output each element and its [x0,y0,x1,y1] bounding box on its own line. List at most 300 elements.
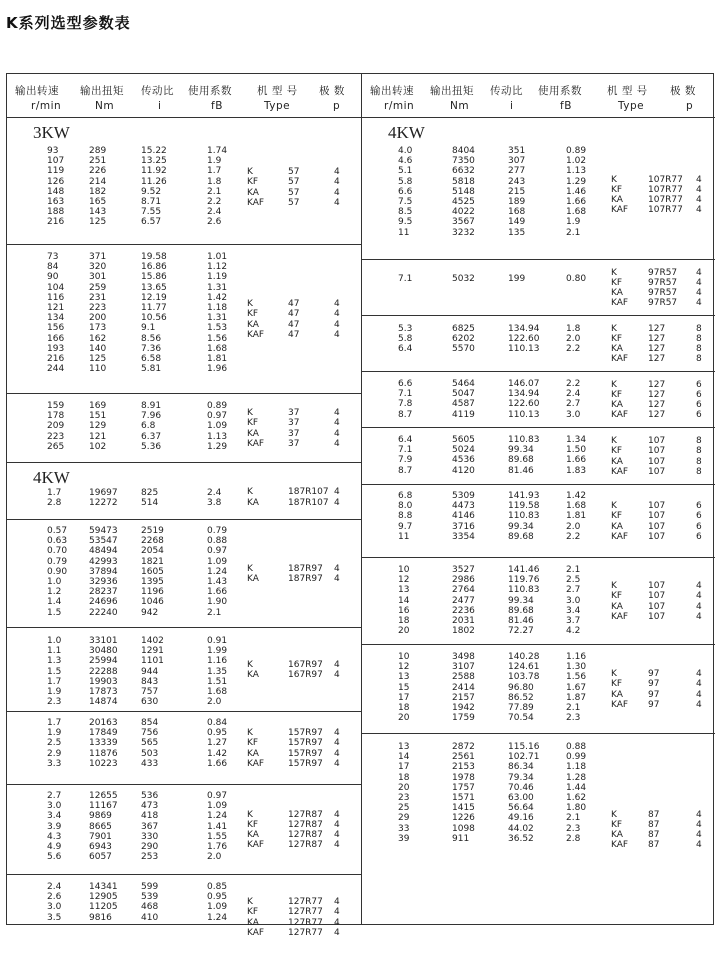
ratio-cell: 514 [141,498,159,509]
factor-cell: 0.97 [207,791,228,801]
ratio-cell: 119.58 [508,501,540,512]
table-row [362,703,715,713]
torque-cell: 28237 [89,587,118,598]
factor-cell: 2.1 [207,186,222,197]
speed-cell: 93 [47,146,59,156]
poles-cell: 6 [696,501,702,512]
table-row [7,401,361,411]
ratio-cell: 2519 [141,526,164,536]
right-column [362,118,715,924]
model-number: 157R97 [288,738,323,749]
ratio-cell: 81.46 [508,465,534,476]
table-row [362,713,715,723]
factor-cell: 2.1 [566,813,581,824]
poles-cell: 8 [696,344,702,354]
model-number: 127R87 [288,819,323,830]
ratio-cell: 79.34 [508,772,534,783]
factor-cell: 1.24 [207,912,228,923]
table-row [362,491,715,501]
factor-cell: 1.55 [207,831,228,842]
poles-cell: 4 [334,670,340,680]
model-prefix: K [611,379,617,390]
model-number: 167R97 [288,659,323,670]
model-prefix: KF [611,591,623,602]
torque-cell: 140 [89,343,107,354]
model-prefix: KF [611,511,623,522]
speed-cell: 1.3 [47,656,62,667]
ratio-cell: 146.07 [508,379,540,389]
torque-cell: 911 [452,833,470,844]
header-model-unit: Type [264,100,291,112]
ratio-cell: 11.92 [141,166,167,177]
header-ratio-unit: i [158,100,162,112]
ratio-cell: 1605 [141,566,164,577]
torque-cell: 200 [89,313,107,324]
model-number: 157R97 [288,748,323,759]
table-row [7,323,361,333]
ratio-cell: 630 [141,697,159,708]
torque-cell: 214 [89,176,107,187]
ratio-cell: 15.86 [141,272,167,283]
table-row [362,752,715,762]
header-poles-unit: p [333,100,341,112]
factor-cell: 0.89 [207,401,228,411]
model-prefix: KA [611,521,623,532]
torque-cell: 17873 [89,687,118,697]
model-number: 127 [648,389,666,400]
poles-cell: 4 [696,184,702,195]
speed-cell: 188 [47,207,65,218]
speed-cell: 2.4 [47,882,62,892]
speed-cell: 134 [47,313,65,324]
poles-cell: 4 [334,574,340,584]
factor-cell: 1.76 [207,842,228,852]
header-poles: 极 数 [319,85,345,97]
torque-cell: 371 [89,252,107,262]
poles-cell: 4 [334,319,340,330]
poles-cell: 6 [696,511,702,522]
table-row [7,646,361,656]
speed-cell: 23 [398,793,410,803]
factor-cell: 1.66 [207,758,228,769]
poles-cell: 4 [696,611,702,622]
torque-cell: 2986 [452,575,475,586]
poles-cell: 4 [696,174,702,185]
model-prefix: K [247,897,253,908]
model-prefix: KF [611,389,623,400]
ratio-cell: 8.91 [141,401,162,411]
row-group [7,245,361,394]
model-prefix: K [247,728,253,739]
poles-cell: 4 [334,738,340,749]
ratio-cell: 141.93 [508,491,540,501]
table-row [7,262,361,272]
torque-cell: 4536 [452,455,475,466]
speed-cell: 1.5 [47,607,62,618]
model-prefix: KA [611,195,623,205]
factor-cell: 0.95 [207,892,228,903]
torque-cell: 1571 [452,793,475,803]
torque-cell: 5148 [452,186,475,197]
factor-cell: 1.99 [207,646,228,657]
factor-cell: 1.62 [566,793,587,803]
torque-cell: 1759 [452,713,475,724]
speed-cell: 8.0 [398,501,413,512]
ratio-cell: 56.64 [508,803,534,814]
table-row [7,882,361,892]
factor-cell: 0.88 [207,536,228,547]
table-row [7,432,361,442]
factor-cell: 1.51 [207,676,228,687]
factor-cell: 1.81 [566,511,587,522]
torque-cell: 3354 [452,531,475,542]
poles-cell: 4 [334,728,340,739]
ratio-cell: 99.34 [508,445,534,456]
ratio-cell: 44.02 [508,823,534,834]
model-prefix: KAF [611,611,629,622]
model-prefix: K [611,174,617,185]
poles-cell: 4 [334,299,340,310]
ratio-cell: 110.13 [508,344,540,355]
header-poles-unit: p [686,100,694,112]
table-row [7,303,361,313]
model-number: 57 [288,167,300,178]
poles-cell: 4 [334,418,340,429]
table-row [7,526,361,536]
torque-cell: 42993 [89,556,118,567]
model-number: 127R87 [288,830,323,840]
poles-cell: 4 [696,679,702,690]
header-right [362,74,715,118]
table-row [7,697,361,707]
speed-cell: 178 [47,411,65,422]
ratio-cell: 135 [508,227,526,238]
ratio-cell: 110.83 [508,511,540,522]
table-row [362,156,715,166]
speed-cell: 10 [398,652,410,662]
model-number: 107 [648,581,666,592]
model-prefix: KF [247,738,259,749]
factor-cell: 0.79 [207,526,228,536]
model-prefix: KA [611,400,623,410]
ratio-cell: 6.8 [141,421,156,432]
speed-cell: 4.9 [47,842,62,852]
poles-cell: 4 [696,601,702,612]
torque-cell: 251 [89,156,107,167]
table-row [362,626,715,636]
model-prefix: KAF [611,840,629,851]
header-speed-unit: r/min [31,100,62,112]
ratio-cell: 410 [141,912,159,923]
torque-cell: 1415 [452,803,475,814]
factor-cell: 1.02 [566,156,587,167]
row-group [7,875,361,960]
model-prefix: KF [247,819,259,830]
model-number: 127 [648,400,666,410]
table-row [7,252,361,262]
model-number: 97R57 [648,267,678,278]
speed-cell: 13 [398,742,410,752]
poles-cell: 4 [334,758,340,769]
table-row [7,217,361,227]
model-prefix: K [247,659,253,670]
torque-cell: 19903 [89,676,118,687]
row-group [362,558,715,645]
factor-cell: 1.66 [566,455,587,466]
factor-cell: 2.1 [566,703,581,713]
model-number: 127R77 [288,917,323,928]
torque-cell: 6057 [89,852,112,863]
section-label: 4KW [388,123,425,142]
speed-cell: 5.8 [398,176,413,187]
ratio-cell: 7.36 [141,343,162,354]
factor-cell: 1.66 [566,197,587,207]
model-number: 97 [648,699,660,710]
factor-cell: 2.3 [566,713,581,724]
table-row [7,421,361,431]
speed-cell: 1.9 [47,687,62,697]
table-row [7,587,361,597]
speed-cell: 216 [47,217,65,228]
poles-cell: 6 [696,379,702,390]
model-number: 107R77 [648,174,683,185]
model-prefix: KAF [247,438,265,449]
model-prefix: KAF [611,466,629,477]
factor-cell: 1.28 [566,772,587,783]
factor-cell: 1.50 [566,445,587,456]
speed-cell: 1.0 [47,577,62,587]
speed-cell: 5.3 [398,324,413,334]
poles-cell: 4 [696,591,702,602]
ratio-cell: 36.52 [508,833,534,844]
table-row [7,546,361,556]
speed-cell: 20 [398,713,410,724]
model-prefix: KA [611,344,623,354]
speed-cell: 15 [398,682,410,693]
model-number: 47 [288,299,300,310]
speed-cell: 119 [47,166,65,177]
speed-cell: 6.4 [398,435,413,445]
table-row [7,536,361,546]
header-ratio: 传动比 [141,85,174,97]
poles-cell: 4 [696,840,702,851]
model-number: 187R97 [288,574,323,584]
torque-cell: 4146 [452,511,475,522]
poles-cell: 4 [334,329,340,340]
speed-cell: 9.7 [398,521,413,532]
page-title: K系列选型参数表 [6,14,131,32]
table-row [7,156,361,166]
ratio-cell: 1196 [141,587,164,598]
poles-cell: 4 [696,277,702,288]
torque-cell: 8404 [452,146,475,156]
speed-cell: 3.0 [47,801,62,812]
poles-cell: 4 [334,487,340,498]
factor-cell: 2.7 [566,399,581,410]
table-row [362,662,715,672]
poles-cell: 4 [696,205,702,216]
factor-cell: 1.42 [566,491,587,501]
ratio-cell: 290 [141,842,159,852]
model-prefix: KAF [611,531,629,542]
speed-cell: 166 [47,333,65,344]
factor-cell: 2.1 [207,607,222,618]
speed-cell: 3.0 [47,902,62,913]
model-prefix: KA [247,917,259,928]
factor-cell: 1.31 [207,313,228,324]
torque-cell: 14341 [89,882,118,892]
row-group [7,394,361,463]
factor-cell: 3.0 [566,409,581,420]
factor-cell: 1.96 [207,364,228,375]
factor-cell: 1.56 [566,672,587,683]
model-prefix: KF [247,177,259,188]
speed-cell: 3.3 [47,758,62,769]
model-prefix: K [611,323,617,334]
ratio-cell: 7.55 [141,207,162,218]
model-prefix: KA [247,497,259,508]
ratio-cell: 9.52 [141,186,162,197]
model-number: 87 [648,809,660,820]
factor-cell: 1.35 [207,666,228,677]
speed-cell: 1.7 [47,718,62,728]
ratio-cell: 757 [141,687,159,697]
ratio-cell: 140.28 [508,652,540,662]
model-prefix: KAF [611,205,629,216]
torque-cell: 2031 [452,616,475,626]
factor-cell: 2.2 [566,531,581,542]
model-prefix: KAF [247,758,265,769]
poles-cell: 8 [696,466,702,477]
torque-cell: 5605 [452,435,475,445]
poles-cell: 8 [696,323,702,334]
model-number: 107 [648,521,666,532]
header-model-unit: Type [618,100,645,112]
torque-cell: 12655 [89,791,118,801]
torque-cell: 259 [89,282,107,293]
model-prefix: KAF [247,840,265,851]
speed-cell: 148 [47,186,65,197]
torque-cell: 102 [89,441,107,452]
speed-cell: 4.3 [47,831,62,842]
model-number: 47 [288,329,300,340]
ratio-cell: 77.89 [508,703,534,713]
speed-cell: 2.3 [47,697,62,708]
speed-cell: 2.5 [47,738,62,749]
torque-cell: 1978 [452,772,475,783]
torque-cell: 5464 [452,379,475,389]
table-row [7,177,361,187]
model-number: 107 [648,591,666,602]
model-number: 127 [648,410,666,421]
torque-cell: 6825 [452,324,475,334]
factor-cell: 1.9 [566,217,581,228]
factor-cell: 0.84 [207,718,228,728]
model-number: 107R77 [648,184,683,195]
torque-cell: 32936 [89,577,118,587]
poles-cell: 4 [334,167,340,178]
speed-cell: 121 [47,303,65,313]
model-prefix: KA [611,830,623,840]
speed-cell: 265 [47,441,65,452]
speed-cell: 6.6 [398,379,413,389]
model-prefix: KF [611,277,623,288]
torque-cell: 1802 [452,626,475,637]
speed-cell: 1.0 [47,636,62,646]
header-torque: 输出扭矩 [430,85,474,97]
model-number: 107 [648,456,666,467]
speed-cell: 13 [398,585,410,596]
ratio-cell: 944 [141,666,159,677]
torque-cell: 143 [89,207,107,218]
speed-cell: 0.70 [47,546,68,557]
poles-cell: 4 [696,819,702,830]
ratio-cell: 141.46 [508,565,540,575]
speed-cell: 17 [398,692,410,703]
ratio-cell: 96.80 [508,682,534,693]
torque-cell: 2588 [452,672,475,683]
speed-cell: 1.9 [47,728,62,739]
factor-cell: 1.16 [207,656,228,667]
torque-cell: 289 [89,146,107,156]
ratio-cell: 89.68 [508,531,534,542]
model-number: 127 [648,344,666,354]
factor-cell: 0.85 [207,882,228,892]
speed-cell: 13 [398,672,410,683]
ratio-cell: 10.56 [141,313,167,324]
torque-cell: 2414 [452,682,475,693]
ratio-cell: 433 [141,758,159,769]
factor-cell: 2.6 [207,217,222,228]
speed-cell: 90 [47,272,59,283]
ratio-cell: 13.25 [141,156,167,167]
model-prefix: KAF [611,354,629,365]
model-prefix: K [247,487,253,498]
speed-cell: 6.6 [398,186,413,197]
model-number: 187R107 [288,487,329,498]
torque-cell: 5309 [452,491,475,501]
ratio-cell: 11.77 [141,303,167,313]
speed-cell: 3.9 [47,821,62,832]
table-row [362,217,715,227]
ratio-cell: 418 [141,811,159,822]
torque-cell: 8665 [89,821,112,832]
torque-cell: 223 [89,303,107,313]
ratio-cell: 1291 [141,646,164,657]
table-row [362,783,715,793]
model-prefix: KAF [611,298,629,309]
section-label: 3KW [33,123,70,142]
torque-cell: 7901 [89,831,112,842]
torque-cell: 22288 [89,666,118,677]
header-torque-unit: Nm [450,100,470,112]
factor-cell: 1.12 [207,262,228,273]
model-prefix: K [247,408,253,419]
ratio-cell: 307 [508,156,526,167]
header-poles: 极 数 [670,85,696,97]
poles-cell: 8 [696,446,702,457]
model-number: 97R57 [648,288,678,298]
torque-cell: 3527 [452,565,475,575]
factor-cell: 1.43 [207,577,228,587]
torque-cell: 1757 [452,782,475,793]
poles-cell: 8 [696,456,702,467]
row-group [7,520,361,628]
torque-cell: 121 [89,431,107,442]
table-row [7,272,361,282]
speed-cell: 20 [398,626,410,637]
table-row [7,207,361,217]
